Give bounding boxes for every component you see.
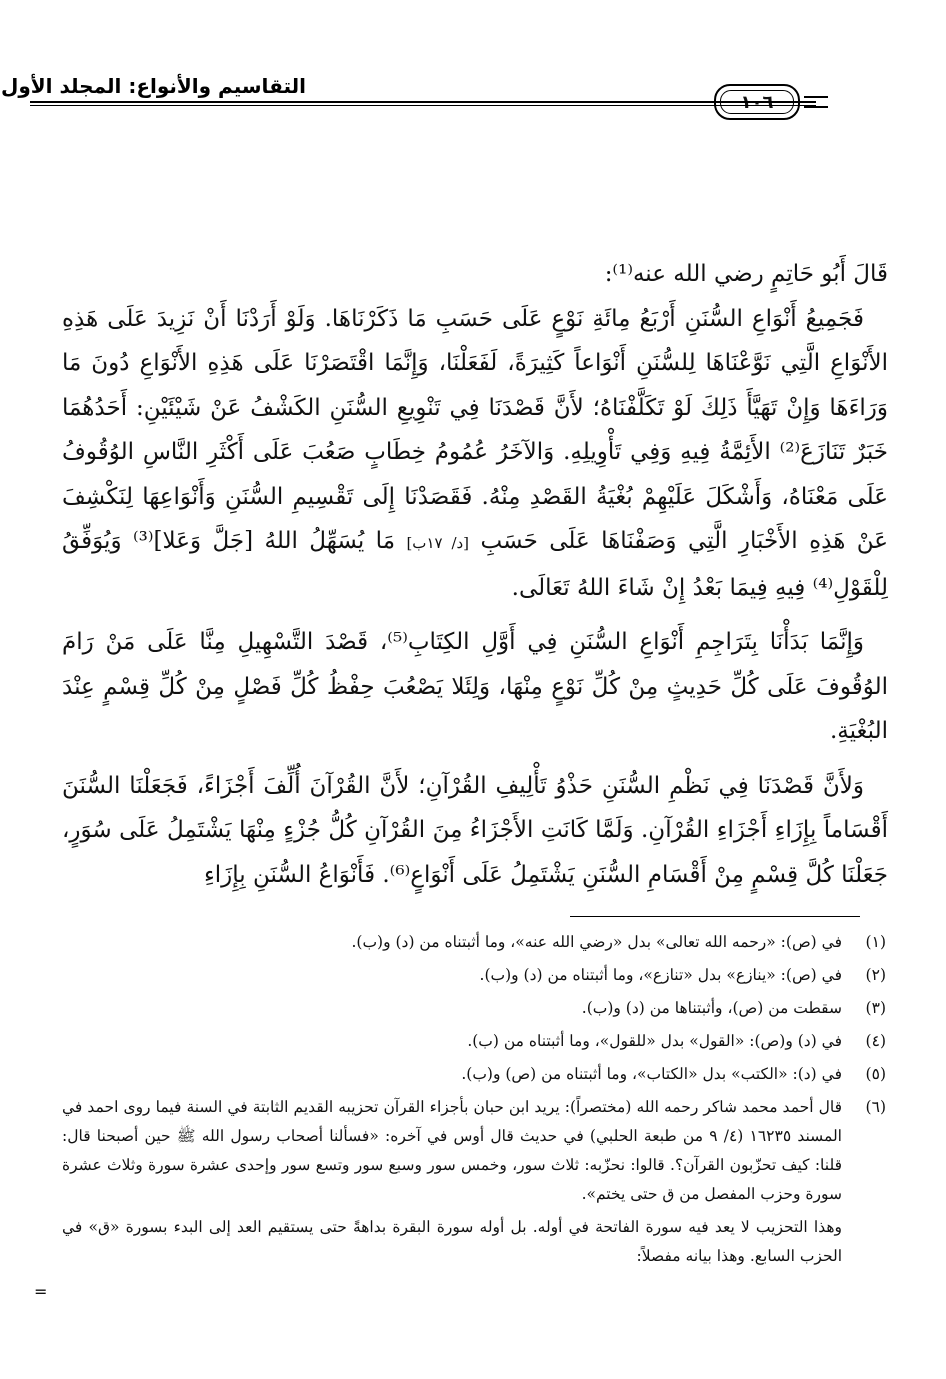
footnote-text: في (د): «الكتب» بدل «الكتاب»، وما أثبتناه من (ص) و(ب). <box>461 1065 842 1083</box>
footnote-item <box>62 1027 886 1056</box>
footnote-item <box>62 961 886 990</box>
footnote-separator <box>570 916 860 917</box>
footnote-number: (٢) <box>865 966 886 984</box>
footnote-item <box>62 1060 886 1089</box>
footnote-number: (٣) <box>865 999 886 1017</box>
paragraph-1-end: مَا يُسَهِّلُ اللهُ [جَلَّ وَعَلا]⁽³⁾ وَيُوَفِّقُ لِلْقَوْلِ⁽⁴⁾ فِيهِ فِيمَا بَعْدُ إِنْ شَاءَ اللهُ تَعَالَى. <box>62 528 888 601</box>
footnote-text: في (ص): «ينازع» بدل «تنازع»، وما أثبتناه من (د) و(ب). <box>479 966 842 984</box>
footnote-text: في (د) و(ص): «القول» بدل «للقول»، وما أثبتناه من (ب). <box>467 1032 842 1050</box>
paragraph-2: وَإِنَّمَا بَدَأْنَا بِتَرَاجِمِ أَنْوَاعِ السُّنَنِ فِي أَوَّلِ الكِتَابِ⁽⁵⁾، قَصْدَ التَّسْهِيلِ مِنَّا عَلَى مَنْ رَامَ الوُقُوفَ عَلَى كُلِّ حَدِيثٍ مِنْ كُلِّ نَوْعٍ مِنْهَا، وَلِئَلا يَصْعُبَ حِفْظُ كُلِّ فَصْلٍ مِنْ كُلِّ قِسْمٍ عِنْدَ البُغْيَةِ. <box>62 629 888 744</box>
paragraph-1-text: فَجَمِيعُ أَنْوَاعِ السُّنَنِ أَرْبَعُ مِائَةِ نَوْعٍ عَلَى حَسَبِ مَا ذَكَرْنَاهَا. وَلَوْ أَرَدْنَا أَنْ نَزِيدَ عَلَى هَذِهِ الأَنْوَاعِ الَّتِي نَوَّعْنَاهَا لِلسُّنَنِ أَنْوَاعاً كَثِيرَةً، لَفَعَلْنَا، وَإِنَّمَا اقْتَصَرْنَا عَلَى هَذِهِ الأَنْوَاعِ دُونَ مَا وَرَاءَهَا وَإِنْ تَهَيَّأَ ذَلِكَ لَوْ تَكَلَّفْنَاهُ؛ لأَنَّ قَصْدَنَا فِي تَنْوِيعِ السُّنَنِ الكَشْفُ عَنْ شَيْئَيْنِ: أَحَدُهُمَا خَبَرٌ تَنَازَعَ⁽²⁾ الأَئِمَّةُ فِيهِ وَفِي تَأْوِيلِهِ. وَالآخَرُ عُمُومُ خِطَابٍ صَعُبَ عَلَى أَكْثَرِ النَّاسِ الوُقُوفُ عَلَى مَعْنَاهُ، وَأَشْكَلَ عَلَيْهِمْ بُغْيَةُ القَصْدِ مِنْهُ. فَقَصَدْنَا إِلَى تَقْسِيمِ السُّنَنِ وَأَنْوَاعِهَا لِنَكْشِفَ عَنْ هَذِهِ الأَخْبَارِ الَّتِي وَصَفْنَاهَا عَلَى حَسَبِ <box>62 305 889 554</box>
footnote-text: سقطت من (ص)، وأثبتناها من (د) و(ب). <box>581 999 842 1017</box>
page-number: ١٠٦ <box>720 90 794 114</box>
footnote-number: (٤) <box>865 1032 886 1050</box>
footnotes <box>62 928 886 1271</box>
footnote-text: قال أحمد محمد شاكر رحمه الله (مختصراً): يريد ابن حبان بأجزاء القرآن تحزيبه القديم الثابتة في السنة فيما روى احمد في المسند ١٦٢٣٥ (٤/ ٩ من طبعة الحلبي) في حديث قال أوس في آخره: «فسألنا أصحاب رسول الله ﷺ حين أصبحنا قال: قلنا: كيف تحزّبون القرآن؟. قالوا: نحزّبه: ثلاث سور، وخمس سور وسبع سور وتسع سور وإحدى عشرة سورة وثلاث عشرة سورة وحزب المفصل من ق حتى يختم». <box>62 1098 842 1203</box>
footnote-number: (٥) <box>865 1065 886 1083</box>
footnote-number: (٦) <box>865 1098 886 1116</box>
footnote-text: في (ص): «رحمه الله تعالى» بدل «رضي الله عنه»، وما أثبتناه من (د) و(ب). <box>351 933 842 951</box>
running-header-title: التقاسيم والأنواع: المجلد الأول <box>0 74 306 98</box>
footnote-item <box>62 928 886 957</box>
continuation-mark: = <box>34 1282 48 1301</box>
footnote-continuation: وهذا التحزيب لا يعد فيه سورة الفاتحة في أوله. بل أوله سورة البقرة بداهةً حتى يستقيم العد إلى البدء بسورة «ق» في الحزب السابع. وهذا بيانه مفصلاً: <box>62 1218 842 1265</box>
manuscript-margin-ref: [د/ ١٧ب] <box>406 534 470 552</box>
main-text <box>62 252 888 897</box>
footnote-number: (١) <box>865 933 886 951</box>
header-rule <box>30 101 816 106</box>
intro-line: قَالَ أَبُو حَاتِمٍ رضي الله عنه⁽¹⁾: <box>604 261 888 287</box>
footnote-item <box>62 1093 886 1209</box>
footnote-item <box>62 994 886 1023</box>
paragraph-3: وَلأَنَّ قَصْدَنَا فِي نَظْمِ السُّنَنِ حَذْوُ تَأْلِيفِ القُرْآنِ؛ لأَنَّ القُرْآنَ أُلِّفَ أَجْزَاءً، فَجَعَلْنَا السُّنَنَ أَقْسَاماً بِإِزَاءِ أَجْزَاءِ القُرْآنِ. وَلَمَّا كَانَتِ الأَجْزَاءُ مِنَ القُرْآنِ كُلُّ جُزْءٍ مِنْهَا يَشْتَمِلُ عَلَى سُوَرٍ، جَعَلْنَا كُلَّ قِسْمٍ مِنْ أَقْسَامِ السُّنَنِ يَشْتَمِلُ عَلَى أَنْوَاعٍ⁽⁶⁾. فَأَنْوَاعُ السُّنَنِ بِإِزَاءِ <box>62 772 888 888</box>
paragraph-1 <box>62 297 888 611</box>
